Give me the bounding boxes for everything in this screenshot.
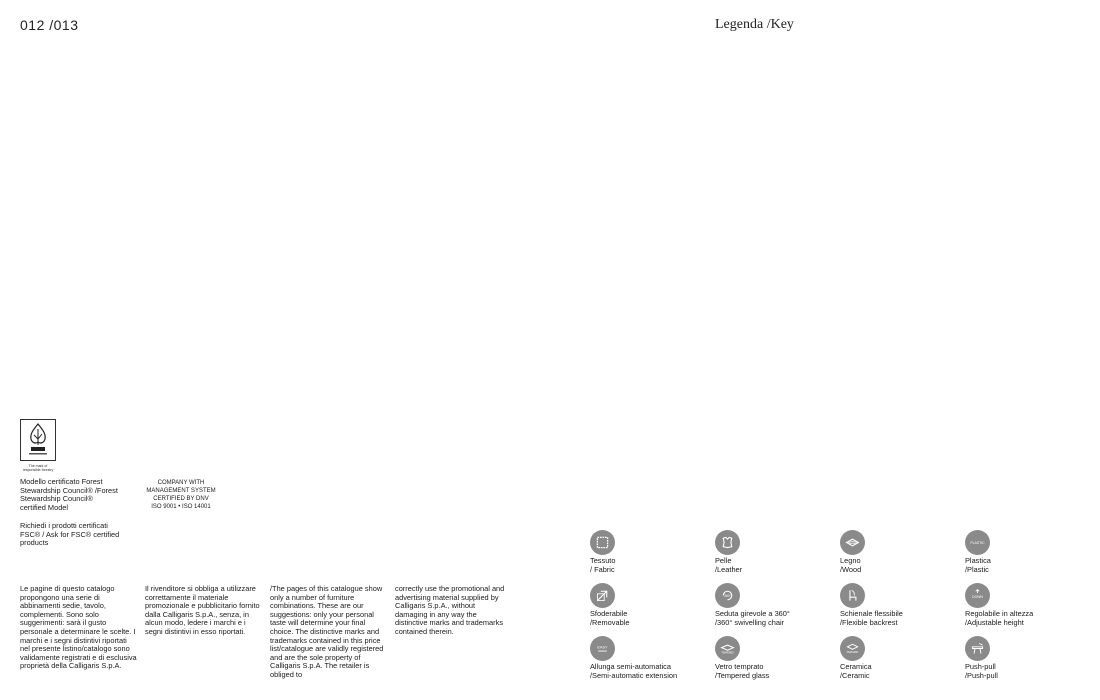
legend-label-en: /Removable <box>590 617 630 627</box>
legend-item-push-pull <box>965 636 1085 680</box>
legend-label-en: /360° swivelling chair <box>715 617 785 627</box>
ceramic-icon <box>840 636 865 661</box>
legend-label-en: /Adjustable height <box>965 617 1024 627</box>
swivel-icon <box>715 583 740 608</box>
fsc-ask-text: Richiedi i prodotti certificati FSC® / Ask for FSC® certified products <box>20 521 120 548</box>
ceramic-icon-text: CERAMIC <box>846 651 859 655</box>
legend-label-en: / Fabric <box>590 564 615 574</box>
legend-item-semi-automatic-extension <box>590 636 710 680</box>
fsc-logo-caption: The mark of responsible forestry <box>22 464 54 472</box>
legend-item-adjustable-height <box>965 583 1085 627</box>
semi-automatic-extension-icon <box>590 636 615 661</box>
legend-label-it: Legno <box>840 556 861 565</box>
legend-label-it: Regolabile in altezza <box>965 609 1034 618</box>
legend-label-it: Sfoderabile <box>590 609 628 618</box>
push-pull-icon <box>965 636 990 661</box>
legend-item-flexible-backrest <box>840 583 960 627</box>
plastic-icon <box>965 530 990 555</box>
legend-label-en: /Semi-automatic extension <box>590 670 678 680</box>
iso-line: COMPANY WITH <box>157 480 205 486</box>
flexible-backrest-icon <box>840 583 865 608</box>
legend-item-tempered-glass <box>715 636 835 680</box>
legend-item-removable <box>590 583 710 627</box>
legend-item-wood <box>840 530 960 574</box>
tempered-glass-icon-text: TEMPERED <box>721 652 734 655</box>
legend-label-it: Push-pull <box>965 662 996 671</box>
iso-line: CERTIFIED BY DNV <box>153 496 209 502</box>
wood-icon <box>840 530 865 555</box>
legend-label-en: /Ceramic <box>840 670 870 680</box>
leather-icon <box>715 530 740 555</box>
disclaimer-en-2: correctly use the promotional and advertising material supplied by Calligaris S.p.A., without damaging in any way the distinctive marks and trademarks contained therein. <box>395 584 505 636</box>
legend-label-en: /Tempered glass <box>715 670 770 680</box>
legend-label-en: /Push-pull <box>965 670 998 680</box>
semi-automatic-extension-icon-text: EASY <box>597 645 608 650</box>
legend-label-it: Pelle <box>715 556 732 565</box>
legend-label-it: Seduta girevole a 360° <box>715 609 790 618</box>
adjustable-height-icon <box>965 583 990 608</box>
legend-item-ceramic <box>840 636 960 680</box>
legend-item-fabric <box>590 530 710 574</box>
tempered-glass-icon <box>715 636 740 661</box>
legend-label-en: /Wood <box>840 564 862 574</box>
legend-label-en: /Plastic <box>965 564 989 574</box>
disclaimer-it-2: Il rivenditore si obbliga a utilizzare correttamente il materiale promozionale e pubblicitario fornito dalla Calligaris S.p.A., senza, in alcun modo, ledere i marchi e i segni distintivi in esso riportati. <box>145 584 260 636</box>
legend-item-plastic <box>965 530 1085 574</box>
plastic-icon-text: PLASTIC <box>970 541 985 546</box>
removable-icon <box>590 583 615 608</box>
legend-label-it: Allunga semi-automatica <box>590 662 671 671</box>
legend-label-it: Vetro temprato <box>715 662 764 671</box>
legend-label-it: Ceramica <box>840 662 872 671</box>
fsc-logo <box>20 419 56 461</box>
fabric-icon <box>590 530 615 555</box>
iso-certification <box>140 479 222 511</box>
iso-line: MANAGEMENT SYSTEM <box>146 488 216 494</box>
legend-item-swivel <box>715 583 835 627</box>
legend-label-it: Plastica <box>965 556 991 565</box>
legend-label-en: /Flexible backrest <box>840 617 898 627</box>
iso-line: ISO 9001 • ISO 14001 <box>151 504 211 510</box>
fsc-tree-icon <box>21 420 55 460</box>
disclaimer-en-1: /The pages of this catalogue show only a number of furniture combinations. These are our suggestions: only your personal taste will determine your final choice. The distinctive marks and trademarks contained in this price list/catalogue are validly registered and are the sole property of Calligaris S.p.A. The retailer is obliged to <box>270 584 384 679</box>
legend-label-it: Tessuto <box>590 556 616 565</box>
adjustable-height-icon-text: DOWN <box>972 595 983 600</box>
disclaimer-it-1: Le pagine di questo catalogo propongono una serie di abbinamenti sedie, tavolo, complementi. Sono solo suggerimenti: sarà il gusto personale a determinare le scelte. I marchi e i segni distintivi riportati nel presente listino/catalogo sono validamente registrati e di esclusiva proprietà della Calligaris S.p.A. <box>20 584 137 671</box>
legend-label-en: /Leather <box>715 564 743 574</box>
legend-item-leather <box>715 530 835 574</box>
swivel-icon-text: 360° <box>723 593 732 598</box>
legend-label-it: Schienale flessibile <box>840 609 903 618</box>
fsc-model-text: Modello certificato Forest Stewardship Council® /Forest Stewardship Council® certified Model <box>20 477 118 512</box>
page-number: 012 /013 <box>20 17 79 33</box>
legend-title: Legenda /Key <box>715 17 794 32</box>
